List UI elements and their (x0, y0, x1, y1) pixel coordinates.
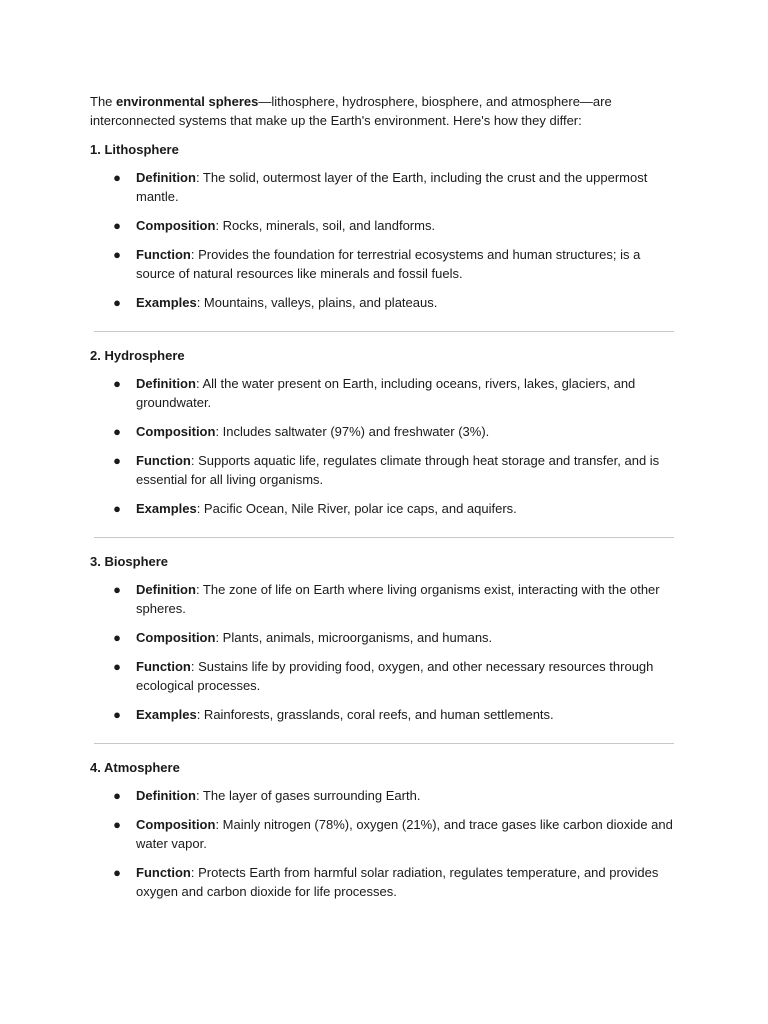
list-item (90, 374, 680, 412)
item-label: Function (136, 659, 191, 674)
item-label: Examples (136, 295, 197, 310)
section-heading: 4. Atmosphere (90, 760, 180, 775)
item-text: : Mainly nitrogen (78%), oxygen (21%), and trace gases like carbon dioxide and water vapor. (136, 817, 673, 851)
list-item (90, 863, 680, 901)
intro-prefix: The (90, 94, 117, 109)
item-text: : Supports aquatic life, regulates climate through heat storage and transfer, and is essential for all living organisms. (136, 453, 660, 487)
item-label: Function (136, 865, 191, 880)
item-label: Composition (136, 424, 216, 439)
list-item (90, 786, 680, 805)
list-item (90, 705, 680, 724)
bullet-icon: ● (113, 424, 121, 439)
item-text: : Plants, animals, microorganisms, and humans. (215, 630, 493, 645)
section-hydrosphere (90, 347, 680, 518)
bullet-icon: ● (113, 707, 121, 722)
bullet-icon: ● (113, 170, 121, 185)
item-text: : Mountains, valleys, plains, and plateaus. (196, 295, 438, 310)
document-page (90, 92, 680, 911)
bullet-icon: ● (113, 817, 121, 832)
item-label: Composition (136, 817, 216, 832)
list-item (90, 245, 680, 283)
bullet-icon: ● (113, 247, 121, 262)
item-text: : All the water present on Earth, including oceans, rivers, lakes, glaciers, and groundwater. (136, 376, 636, 410)
item-text: : Rocks, minerals, soil, and landforms. (215, 218, 436, 233)
section-divider (94, 743, 674, 744)
item-label: Function (136, 453, 191, 468)
list-item (90, 657, 680, 695)
bullet-icon: ● (113, 582, 121, 597)
bullet-icon: ● (113, 865, 121, 880)
section-atmosphere (90, 759, 680, 901)
section-heading: 2. Hydrosphere (90, 348, 185, 363)
item-text: : The solid, outermost layer of the Earth, including the crust and the uppermost mantle. (136, 170, 648, 204)
item-text: : Provides the foundation for terrestrial ecosystems and human structures; is a source of natural resources like minerals and fossil fuels. (136, 247, 641, 281)
list-item (90, 422, 680, 441)
item-text: : The layer of gases surrounding Earth. (195, 788, 421, 803)
section-heading: 3. Biosphere (90, 554, 169, 569)
bullet-icon: ● (113, 295, 121, 310)
bullet-icon: ● (113, 453, 121, 468)
item-text: : Pacific Ocean, Nile River, polar ice caps, and aquifers. (196, 501, 517, 516)
item-label: Examples (136, 501, 197, 516)
item-text: : Protects Earth from harmful solar radiation, regulates temperature, and provides oxygen and carbon dioxide for life processes. (136, 865, 659, 899)
item-label: Examples (136, 707, 197, 722)
item-label: Definition (136, 376, 196, 391)
bullet-list (90, 786, 680, 901)
section-lithosphere (90, 141, 680, 312)
section-divider (94, 537, 674, 538)
bullet-icon: ● (113, 788, 121, 803)
list-item (90, 168, 680, 206)
intro-rest: —lithosphere, hydrosphere, biosphere, and atmosphere—are interconnected systems that make up the Earth's environment. Here's how they differ: (90, 94, 612, 128)
list-item (90, 451, 680, 489)
bullet-icon: ● (113, 659, 121, 674)
section-heading: 1. Lithosphere (90, 142, 179, 157)
intro-paragraph (90, 92, 680, 130)
item-label: Composition (136, 630, 216, 645)
bullet-icon: ● (113, 501, 121, 516)
bullet-list (90, 374, 680, 518)
section-divider (94, 331, 674, 332)
list-item (90, 815, 680, 853)
list-item (90, 293, 680, 312)
item-text: : Includes saltwater (97%) and freshwater (3%). (215, 424, 490, 439)
item-label: Function (136, 247, 191, 262)
list-item (90, 580, 680, 618)
item-label: Composition (136, 218, 216, 233)
bullet-icon: ● (113, 218, 121, 233)
bullet-icon: ● (113, 376, 121, 391)
bullet-list (90, 580, 680, 724)
list-item (90, 216, 680, 235)
item-text: : The zone of life on Earth where living organisms exist, interacting with the other spheres. (136, 582, 660, 616)
item-label: Definition (136, 582, 196, 597)
item-label: Definition (136, 170, 196, 185)
item-label: Definition (136, 788, 196, 803)
bullet-list (90, 168, 680, 312)
list-item (90, 499, 680, 518)
list-item (90, 628, 680, 647)
intro-bold-term: environmental spheres (116, 94, 259, 109)
bullet-icon: ● (113, 630, 121, 645)
item-text: : Sustains life by providing food, oxygen, and other necessary resources through ecological processes. (136, 659, 654, 693)
section-biosphere (90, 553, 680, 724)
item-text: : Rainforests, grasslands, coral reefs, and human settlements. (196, 707, 554, 722)
